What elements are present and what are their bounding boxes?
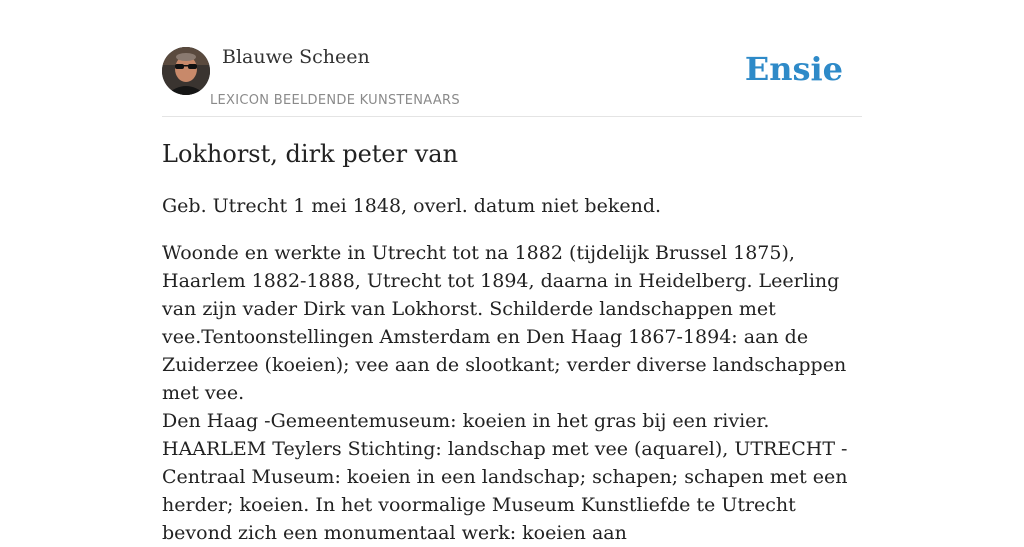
page-container [162,0,862,544]
article-paragraph-birth: Geb. Utrecht 1 mei 1848, overl. datum niet bekend. [162,195,662,217]
brand-logo[interactable]: Ensie [744,50,843,88]
page-header [162,0,862,117]
collection-label[interactable]: LEXICON BEELDENDE KUNSTENAARS [210,93,460,108]
avatar-portrait-icon [162,47,210,95]
author-avatar[interactable] [162,47,210,95]
author-name[interactable]: Blauwe Scheen [222,46,370,68]
article-paragraph-biography: Woonde en werkte in Utrecht tot na 1882 (tijdelijk Brussel 1875), Haarlem 1882-1888, Utrecht tot 1894, daarna in Heidelberg. Leerling van zijn vader Dirk van Lokhorst. Schilderde landschappen met vee.Tentoonstellingen Amsterdam en Den Haag 1867-1894: aan de Zuiderzee (koeien); vee aan de slootkant; verder diverse landschappen met vee. [162,242,847,404]
article-title: Lokhorst, dirk peter van [162,140,459,168]
article-paragraph-collections: Den Haag -Gemeentemuseum: koeien in het gras bij een rivier. HAARLEM Teylers Stichting: landschap met vee (aquarel), UTRECHT -Centraal Museum: koeien in een landschap; schapen; schapen met een herder; koeien. In het voormalige Museum Kunstliefde te Utrecht bevond zich een monumentaal werk: koeien aan [162,410,848,544]
